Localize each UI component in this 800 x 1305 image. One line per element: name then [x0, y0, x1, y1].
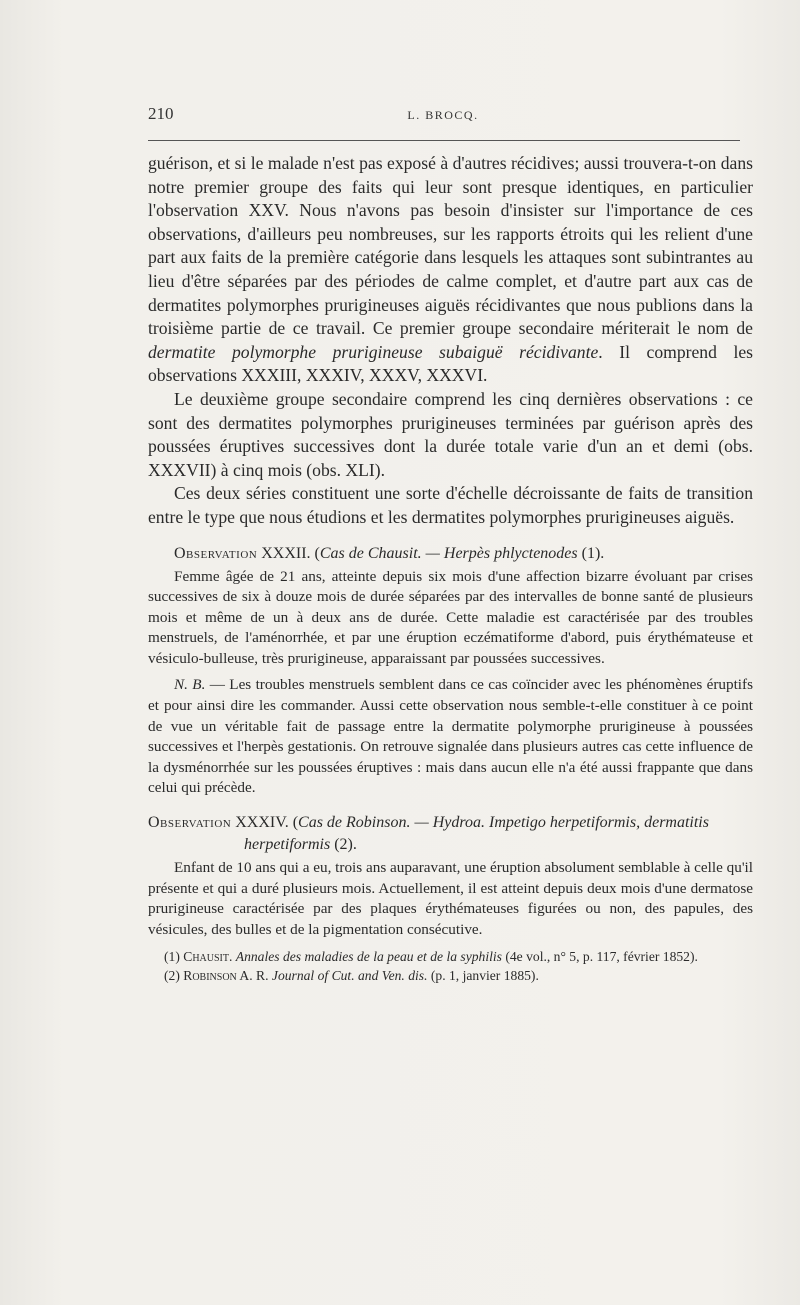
observation-text [148, 858, 753, 940]
paragraph: Ces deux séries constituent une sorte d'échelle décroissante de faits de transition entre le type que nous étudions et les dermatites polymorphes prurigineuses aiguës. [148, 483, 753, 527]
paragraph: N. B. — Les troubles menstruels semblent dans ce cas coïncider avec les phénomènes éruptifs et pour ainsi dire les commander. Aussi cette observation nous semble-t-elle constituer à ce point de vue un véritable fait de passage entre la dermatite polymorphe prurigineuse à poussées successives et l'herpès gestationis. On retrouve signalée dans plusieurs autres cas cette influence de la dysménorrhée sur les poussées éruptives : mais dans aucun elle n'a été aussi frappante que dans celui qui précède. [148, 676, 753, 797]
header-rule [148, 140, 740, 141]
observation-text [148, 567, 753, 800]
paragraph: Enfant de 10 ans qui a eu, trois ans auparavant, une éruption absolument semblable à celle qu'il présente et qui a duré plusieurs mois. Actuellement, il est atteint depuis deux mois d'une dermatose prurigineuse caractérisée par des plaques érythémateuses figurées ou non, des papules, des vésicules, des bulles et de la pigmentation consécutive. [148, 859, 753, 938]
footnote: (1) Chausit. Annales des maladies de la peau et de la syphilis (4e vol., n° 5, p. 117, février 1852). [164, 949, 698, 965]
footnotes [148, 948, 753, 985]
italic-term: dermatite polymorphe prurigineuse subaiguë récidivante [148, 341, 599, 362]
observation-heading: Observation XXXII. (Cas de Chausit. — Herpès phlyctenodes (1). [174, 544, 605, 562]
page-content [148, 152, 753, 985]
paragraph: Le deuxième groupe secondaire comprend les cinq dernières observations : ce sont des dermatites polymorphes prurigineuses terminées par guérison après des poussées éruptives successives dont la durée totale varie d'un an et demi (obs. XXXVII) à cinq mois (obs. XLI). [148, 388, 753, 480]
page-number: 210 [148, 104, 174, 123]
paragraph: Femme âgée de 21 ans, atteinte depuis six mois d'une affection bizarre évoluant par crises successives de six à douze mois de durée séparées par des intervalles de bonne santé de plusieurs mois et même de un à deux ans de durée. Cette maladie est caractérisée par des troubles menstruels, de l'aménorrhée, et par une éruption eczématiforme d'abord, puis érythémateuse et vésiculo-bulleuse, très prurigineuse, apparaissant par poussées successives. [148, 567, 753, 667]
page-header [148, 100, 738, 130]
observation-heading: Observation XXXIV. (Cas de Robinson. — Hydroa. Impetigo herpetiformis, dermatitis herpetiformis (2). [148, 814, 709, 854]
body-text [148, 152, 753, 530]
footnote: (2) Robinson A. R. Journal of Cut. and Ven. dis. (p. 1, janvier 1885). [164, 967, 539, 983]
running-head: L. BROCQ. [407, 108, 479, 122]
paragraph: guérison, et si le malade n'est pas exposé à d'autres récidives; aussi trouvera-t-on dans notre premier groupe des faits qui leur sont presque identiques, en particulier l'observation XXV. Nous n'avons pas besoin d'insister sur l'importance de ces observations, d'ailleurs peu nombreuses, sur les rapports étroits qui les relient d'une part aux faits de la première catégorie dans lesquels les attaques sont subintrantes au lieu d'être séparées par des périodes de calme complet, et d'autre part aux cas de dermatites polymorphes prurigineuses aiguës récidivantes que nous publions dans la troisième partie de ce travail. Ce premier groupe secondaire mériterait le nom de dermatite polymorphe prurigineuse subaiguë récidivante. Il comprend les observations XXXIII, XXXIV, XXXV, XXXVI. [148, 153, 754, 386]
